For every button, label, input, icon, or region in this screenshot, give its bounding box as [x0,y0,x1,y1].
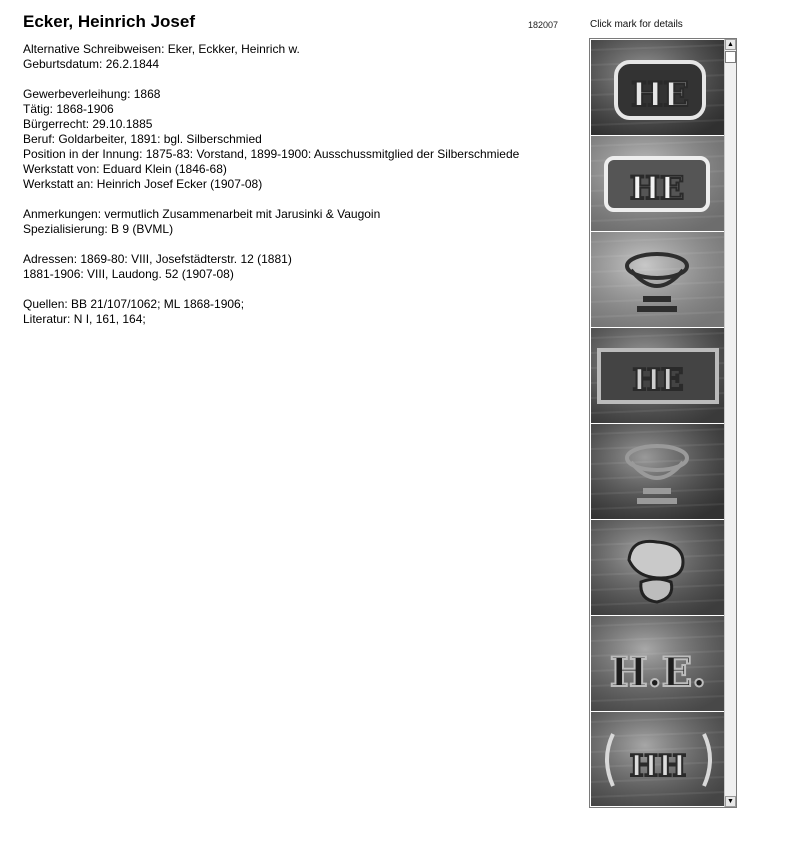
hallmark-thumbnail[interactable] [591,424,726,519]
scroll-down-button[interactable]: ▼ [725,796,736,807]
hallmark-letters: HE [630,75,690,115]
page-title: Ecker, Heinrich Josef [23,12,195,31]
hallmark-thumbnail[interactable] [591,616,726,711]
active-period: Tätig: 1868-1906 [23,102,114,116]
details-group-notes [23,207,583,237]
details-group-identity [23,42,583,72]
hallmark-image [591,424,726,519]
remarks: Anmerkungen: vermutlich Zusammenarbeit mit Jarusinki & Vaugoin [23,207,381,221]
sources: Quellen: BB 21/107/1062; ML 1868-1906; [23,297,245,311]
details-group-sources [23,297,583,327]
literature: Literatur: N I, 161, 164; [23,312,146,326]
details-group-career [23,87,583,192]
hallmark-image [591,40,726,135]
hallmark-thumbnail[interactable] [591,520,726,615]
citizenship: Bürgerrecht: 29.10.1885 [23,117,153,131]
hallmark-image [591,712,726,806]
hallmark-letters: HE [629,169,685,207]
guild-position: Position in der Innung: 1875-83: Vorstand, 1899-1900: Ausschussmitglied der Silberschmiede [23,147,520,161]
marks-panel [589,38,737,808]
alternative-spellings: Alternative Schreibweisen: Eker, Eckker, Heinrich w. [23,42,300,56]
hallmark-thumbnail[interactable] [591,328,726,423]
address-1: Adressen: 1869-80: VIII, Josefstädterstr. 12 (1881) [23,252,292,266]
record-id: 182007 [528,20,559,30]
workshop-from: Werkstatt von: Eduard Klein (1846-68) [23,162,227,176]
address-2: 1881-1906: VIII, Laudong. 52 (1907-08) [23,267,234,281]
marks-list [591,40,726,806]
scroll-up-button[interactable]: ▲ [725,39,736,50]
trade-licence: Gewerbeverleihung: 1868 [23,87,161,101]
hallmark-letters: H.E. [609,649,707,696]
hallmark-letters: HE [632,363,684,398]
hallmark-letters: HH [629,749,687,784]
hallmark-image [591,520,726,615]
workshop-to: Werkstatt an: Heinrich Josef Ecker (1907-08) [23,177,263,191]
hallmark-image [591,232,726,327]
hallmark-image [591,328,726,423]
hallmark-image [591,616,726,711]
marks-scrollbar[interactable] [724,39,736,807]
scroll-thumb[interactable] [725,51,736,63]
hallmark-thumbnail[interactable] [591,40,726,135]
hallmark-thumbnail[interactable] [591,136,726,231]
hallmark-thumbnail[interactable] [591,232,726,327]
specialisation: Spezialisierung: B 9 (BVML) [23,222,174,236]
maker-details [23,42,583,342]
hallmark-thumbnail[interactable] [591,712,726,806]
details-group-addresses [23,252,583,282]
birth-date: Geburtsdatum: 26.2.1844 [23,57,160,71]
profession: Beruf: Goldarbeiter, 1891: bgl. Silberschmied [23,132,262,146]
marks-hint: Click mark for details [590,19,683,30]
hallmark-image [591,136,726,231]
